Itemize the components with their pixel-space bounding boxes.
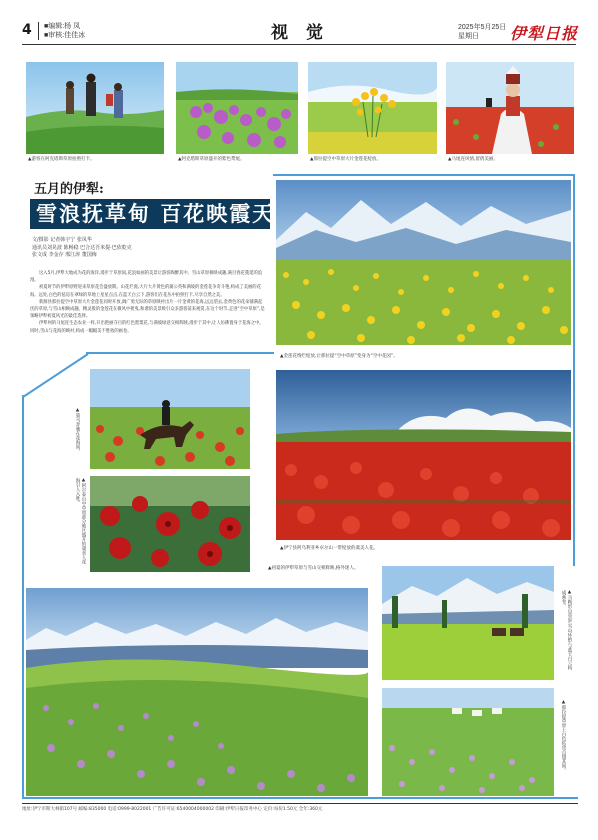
article-headline: 雪浪抚草甸 百花映霞天 [30, 199, 270, 229]
article-paragraph: 伊犁州的马尾连生态农业一样,开出艳丽夺目的红色罂粟花,与满坡绿意交相辉映,漫步于其中,让人仿佛置身于花海之中。同时,雪山与花海的映衬,构成一幅幅美不胜收的画卷。 [30, 321, 264, 334]
photo-poppy-closeup [90, 476, 250, 572]
photo-tourists-grassland [26, 62, 164, 154]
article-paragraph: 新源县那拉提空中草原大片金莲花同时开放,阔广勇无际的草原映衬出片一片金黄的花海,远远望去,金黄色的花朵铺满起伏的草原,与雪山相映成趣。精灵般的金莲花在微风中摇曳,和谐的美景吸引众多游客前来观赏,在这个时节,走进“空中草原”,是领略伊犁初夏风光的最佳选择。 [30, 299, 265, 320]
editor-line: ■编辑:杨 凤 [44, 23, 81, 30]
weekday-line: 星期日 [458, 33, 479, 40]
issue-date [458, 23, 506, 41]
section-title: 视 觉 [271, 23, 329, 43]
frame-corner-diagonal [22, 352, 92, 398]
header-rule [22, 44, 576, 45]
photo-woman-costume [446, 62, 574, 154]
photo-caption: ▲金莲花绚烂绽放,让那拉提“空中草原”变身为“空中花园”。 [280, 354, 398, 359]
article-paragraph: 初夏时节的伊犁原野迎来草原花会盛放期。山花烂漫,大片大片黄色的蒲公英和满坡的金莲花争奇斗艳,构成了美丽的花海。远处,白色的毡房在翠绿的草地上星星点点,在蓝天白云下,游客们在花丛中拍照打卡,尽享自然之美。 [30, 285, 261, 298]
date-line: 2025年5月25日 [458, 24, 507, 31]
frame-top [273, 174, 575, 176]
photo-golden-meadow-snow-mountains [276, 180, 571, 345]
frame-left [22, 395, 24, 799]
photo-caption: ▲伊宁县阿乌利亚乡卓尔山一带绽放的虞美人花。 [280, 546, 378, 551]
article-kicker: 五月的伊犁: [34, 182, 104, 197]
top-photo-caption: ▲游客在阿克塔斯草原拍照打卡。 [28, 157, 95, 162]
byline-line: 文/摄影 记者韩宇宁 张凤华 [32, 237, 92, 243]
byline-line: 张文成 李金存 邢江涛 董国梅 [32, 252, 97, 258]
photo-golden-flowers [308, 62, 437, 154]
article-body [30, 270, 266, 335]
photo-caption-vertical: ▲策马奔驰在花海间。 [75, 408, 80, 454]
byline-line: 通讯员刘晃波 陈畅稳 巴合达吾米提·巴依乾克 [32, 244, 132, 251]
photo-yurts-meadow [382, 688, 554, 796]
newspaper-logo: 伊犁日报 [510, 24, 579, 43]
photo-purple-iris [176, 62, 298, 154]
photo-caption-vertical: ▲阿尔泰山中草原部分地区盛开的虞美人花海引人入胜。 [75, 478, 86, 564]
frame-middle [86, 352, 274, 354]
photo-caption-vertical: ▲那拉提草原上白色毡房点缀其间。 [561, 700, 566, 773]
reviewer-line: ■审核:佳佳冰 [44, 32, 86, 39]
photo-caption: ▲初夏的伊犁草原与雪山交相辉映,格外迷人。 [268, 566, 359, 571]
page-number: 4 [22, 22, 32, 38]
photo-snow-mountains-meadow [26, 588, 368, 796]
top-photo-caption: ▲马尾连风情,留倩美丽。 [448, 157, 498, 162]
top-photo-caption: ▲阿克塔斯草原盛开的紫色鸢尾。 [178, 157, 245, 162]
photo-red-poppy-field [276, 370, 571, 540]
top-photo-caption: ▲那拉提空中草原大片金莲花绽放。 [310, 157, 381, 162]
footer-rule [22, 803, 578, 804]
photo-caption-vertical: ▲马鞍形山草原,雪山环抱,与蓝天白云构成画卷。 [561, 590, 572, 670]
page-header [0, 0, 598, 52]
editor-credits [44, 22, 85, 40]
frame-right [573, 174, 575, 566]
article-byline [32, 237, 132, 260]
header-divider [38, 22, 39, 40]
photo-mountain-riders [382, 566, 554, 680]
frame-bottom [22, 797, 578, 799]
footer-info: 地址:伊宁市斯大林街107号 邮编:835000 电话:0999-8022001 广告许可证:6540004000002 印刷:伊犁日报印务中心 定价:每份1.50元 全年:360元 [22, 807, 323, 812]
article-paragraph: 这入5月,伊犁大地成为花的海洋,漫步于草原间,花浪如画的美景让游客陶醉其中。雪山草原相映成趣,满目春花蔓延的浪漫。 [30, 271, 263, 284]
photo-horse-rider [90, 369, 250, 469]
